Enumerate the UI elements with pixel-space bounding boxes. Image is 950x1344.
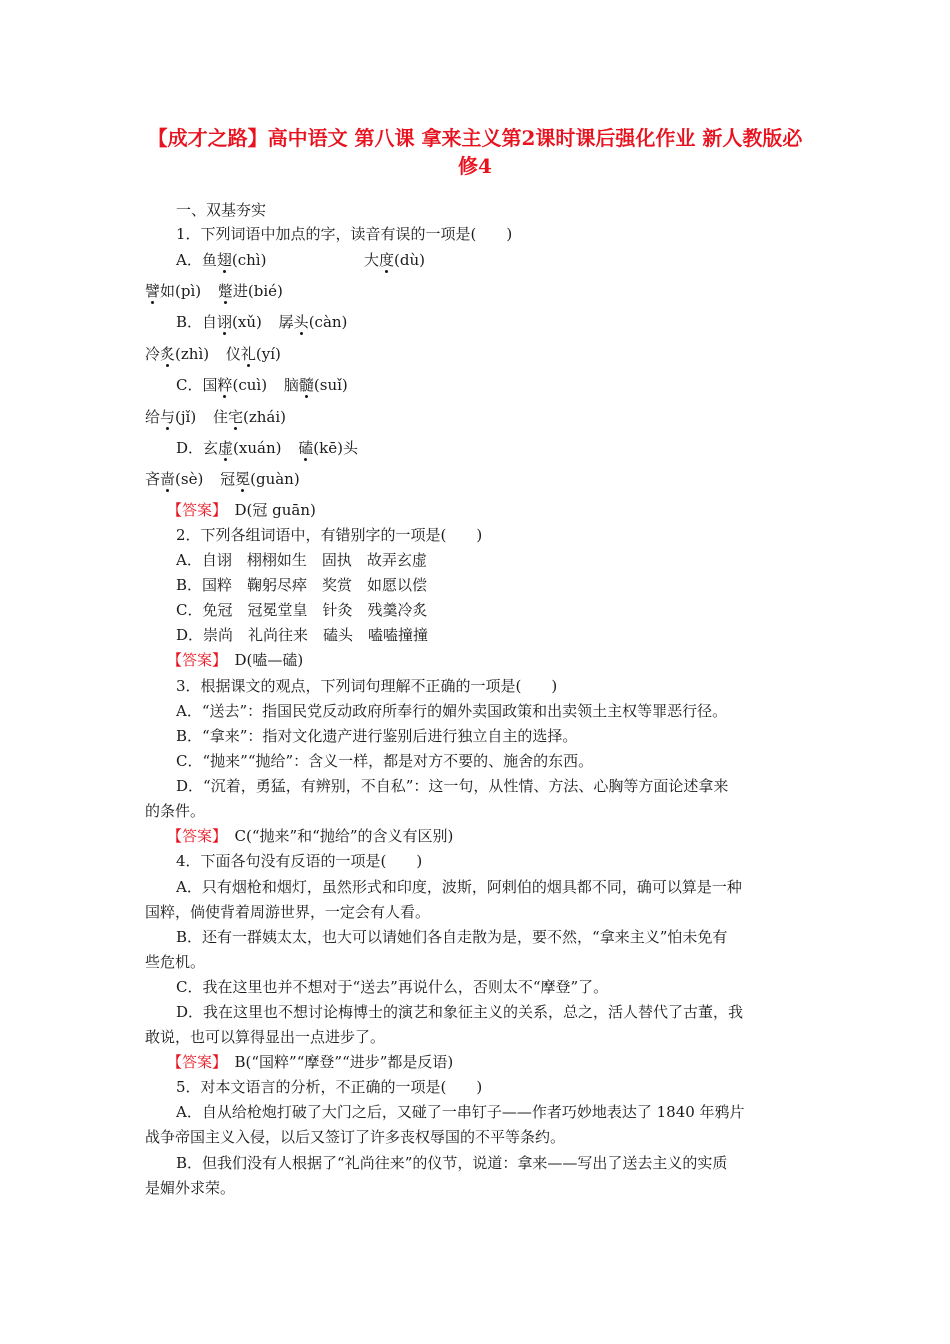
q4-option-d-line1: D．我在这里也不想讨论梅博士的演艺和象征主义的关系，总之，活人替代了古董，我 — [176, 1003, 744, 1021]
q1-c2-dotted-char: 髓 — [298, 376, 314, 394]
q1-d1-suffix: (xuán) — [233, 439, 282, 457]
q3-option-b: B．“拿来”：指对文化遗产进行鉴别后进行独立自主的选择。 — [176, 727, 578, 745]
document-title: 【成才之路】高中语文 第八课 拿来主义第2课时课后强化作业 新人教版必修4 — [147, 126, 803, 178]
q1-b3-dotted-char: 炙 — [160, 345, 176, 363]
q1-b4-dotted-char: 礼 — [240, 345, 256, 363]
q5-option-a-line2: 战争帝国主义入侵，以后又签订了许多丧权辱国的不平等条约。 — [145, 1128, 566, 1146]
q1-a2-suffix: (dù) — [394, 251, 425, 269]
q4-option-a-line1: A．只有烟枪和烟灯，虽然形式和印度，波斯，阿剌伯的烟具都不同，确可以算是一种 — [176, 878, 742, 896]
q1-d3-suffix: (sè) — [175, 470, 204, 488]
q1-option-b-line2 — [145, 344, 810, 364]
q1-a3-dotted-char: 譬 — [145, 282, 161, 300]
q5-option-b-line1: B．但我们没有人根据了“礼尚往来”的仪节，说道：拿来——写出了送去主义的实质 — [176, 1154, 728, 1172]
q1-a1-dotted-char: 翅 — [216, 251, 232, 269]
q1-c1-suffix: (cuì) — [232, 376, 268, 394]
q2-option-d: D．崇尚 礼尚往来 磕头 嗑嗑撞撞 — [176, 626, 429, 644]
q1-option-c-line1 — [145, 375, 810, 395]
q1-c2-prefix: 脑 — [283, 376, 299, 394]
q1-d1-prefix: D．玄 — [176, 439, 219, 457]
q1-a1-prefix: A．鱼 — [176, 251, 217, 269]
q1-c4-suffix: (zhái) — [243, 408, 287, 426]
q2-answer — [145, 650, 810, 670]
q1-b3-prefix: 冷 — [145, 345, 161, 363]
q4-stem: 4．下面各句没有反语的一项是( ) — [176, 852, 423, 870]
q1-b2-suffix: (càn) — [308, 313, 348, 331]
answer-text: C(“抛来”和“抛给”的含义有区别) — [219, 827, 454, 845]
q1-c3-prefix: 给 — [145, 408, 161, 426]
q1-a1-suffix: (chì) — [231, 251, 267, 269]
q2-option-a: A．自诩 栩栩如生 固执 故弄玄虚 — [176, 551, 427, 569]
q2-option-b: B．国粹 鞠躬尽瘁 奖赏 如愿以偿 — [176, 576, 428, 594]
q1-a4-dotted-char: 蹩 — [217, 282, 233, 300]
q1-d4-prefix: 冠 — [220, 470, 236, 488]
q1-a3-suffix: 如(pì) — [160, 282, 202, 300]
q3-option-c: C．“抛来”“抛给”：含义一样，都是对方不要的、施舍的东西。 — [176, 752, 594, 770]
q1-option-d-line1 — [145, 438, 810, 458]
q1-b4-prefix: 仪 — [225, 345, 241, 363]
answer-text: D(嗑—磕) — [219, 651, 304, 669]
q1-c3-suffix: (jǐ) — [175, 408, 197, 426]
q1-b2-dotted-char: 头 — [293, 313, 309, 331]
q1-b1-prefix: B．自 — [176, 313, 218, 331]
q2-stem: 2．下列各组词语中，有错别字的一项是( ) — [176, 526, 483, 544]
q1-d1-dotted-char: 虚 — [218, 439, 234, 457]
answer-label: 【答案】 — [167, 501, 220, 519]
q1-c4-prefix: 住 — [212, 408, 228, 426]
q4-option-b-line2: 些危机。 — [145, 953, 206, 971]
q3-option-a: A．“送去”：指国民党反动政府所奉行的媚外卖国政策和出卖领土主权等罪恶行径。 — [176, 702, 728, 720]
q1-a2-prefix: 大 — [364, 251, 380, 269]
q1-d3-dotted-char: 啬 — [160, 470, 176, 488]
q1-b1-dotted-char: 诩 — [217, 313, 233, 331]
q3-answer — [145, 826, 810, 846]
q1-option-d-line2 — [145, 469, 810, 489]
q3-option-d-line2: 的条件。 — [145, 802, 206, 820]
answer-text: D(冠 guān) — [219, 501, 316, 519]
q5-stem: 5．对本文语言的分析，不正确的一项是( ) — [176, 1078, 483, 1096]
q1-d2-dotted-char: 磕 — [298, 439, 314, 457]
q1-d4-suffix: (guàn) — [250, 470, 300, 488]
q4-option-d-line2: 敢说，也可以算得显出一点进步了。 — [145, 1028, 386, 1046]
q1-a2 — [364, 250, 425, 270]
q5-option-a-line1: A．自从给枪炮打破了大门之后，又碰了一串钉子——作者巧妙地表达了 1840 年鸦片 — [176, 1103, 745, 1121]
q1-option-c-line2 — [145, 407, 810, 427]
q1-a4-suffix: 进(bié) — [232, 282, 283, 300]
answer-text: B(“国粹”“摩登”“进步”都是反语) — [219, 1053, 454, 1071]
q1-stem: 1．下列词语中加点的字，读音有误的一项是( ) — [176, 225, 513, 243]
answer-label: 【答案】 — [167, 1053, 220, 1071]
answer-label: 【答案】 — [167, 651, 220, 669]
q1-d4-dotted-char: 冕 — [235, 470, 251, 488]
q1-d2-suffix: (kē)头 — [313, 439, 358, 457]
q1-a2-dotted-char: 度 — [379, 251, 395, 269]
q1-option-a-line1 — [145, 250, 810, 270]
q1-d3-prefix: 吝 — [145, 470, 161, 488]
q4-option-c: C．我在这里也并不想对于“送去”再说什么，否则太不“摩登”了。 — [176, 978, 609, 996]
q4-option-b-line1: B．还有一群姨太太，也大可以请她们各自走散为是，要不然，“拿来主义”怕未免有 — [176, 928, 728, 946]
q3-option-d-line1: D．“沉着，勇猛，有辨别，不自私”：这一句，从性情、方法、心胸等方面论述拿来 — [176, 777, 729, 795]
q1-c2-suffix: (suǐ) — [313, 376, 348, 394]
q1-b1-suffix: (xǔ) — [232, 313, 262, 331]
q1-answer — [145, 500, 810, 520]
q1-b2-prefix: 孱 — [278, 313, 294, 331]
q1-c1-dotted-char: 粹 — [217, 376, 233, 394]
q3-stem: 3．根据课文的观点，下列词句理解不正确的一项是( ) — [176, 677, 558, 695]
section-heading: 一、双基夯实 — [176, 201, 267, 219]
q1-option-b-line1 — [145, 312, 810, 332]
q1-c3-dotted-char: 与 — [160, 408, 176, 426]
q1-c1-prefix: C．国 — [176, 376, 218, 394]
q4-option-a-line2: 国粹，倘使背着周游世界，一定会有人看。 — [145, 903, 431, 921]
answer-label: 【答案】 — [167, 827, 220, 845]
q5-option-b-line2: 是媚外求荣。 — [145, 1179, 236, 1197]
q4-answer — [145, 1052, 810, 1072]
q1-c4-dotted-char: 宅 — [227, 408, 243, 426]
q2-option-c: C．免冠 冠冕堂皇 针灸 残羹冷炙 — [176, 601, 428, 619]
q1-b3-suffix: (zhì) — [175, 345, 210, 363]
q1-option-a-line2 — [145, 281, 810, 301]
q1-b4-suffix: (yí) — [255, 345, 281, 363]
